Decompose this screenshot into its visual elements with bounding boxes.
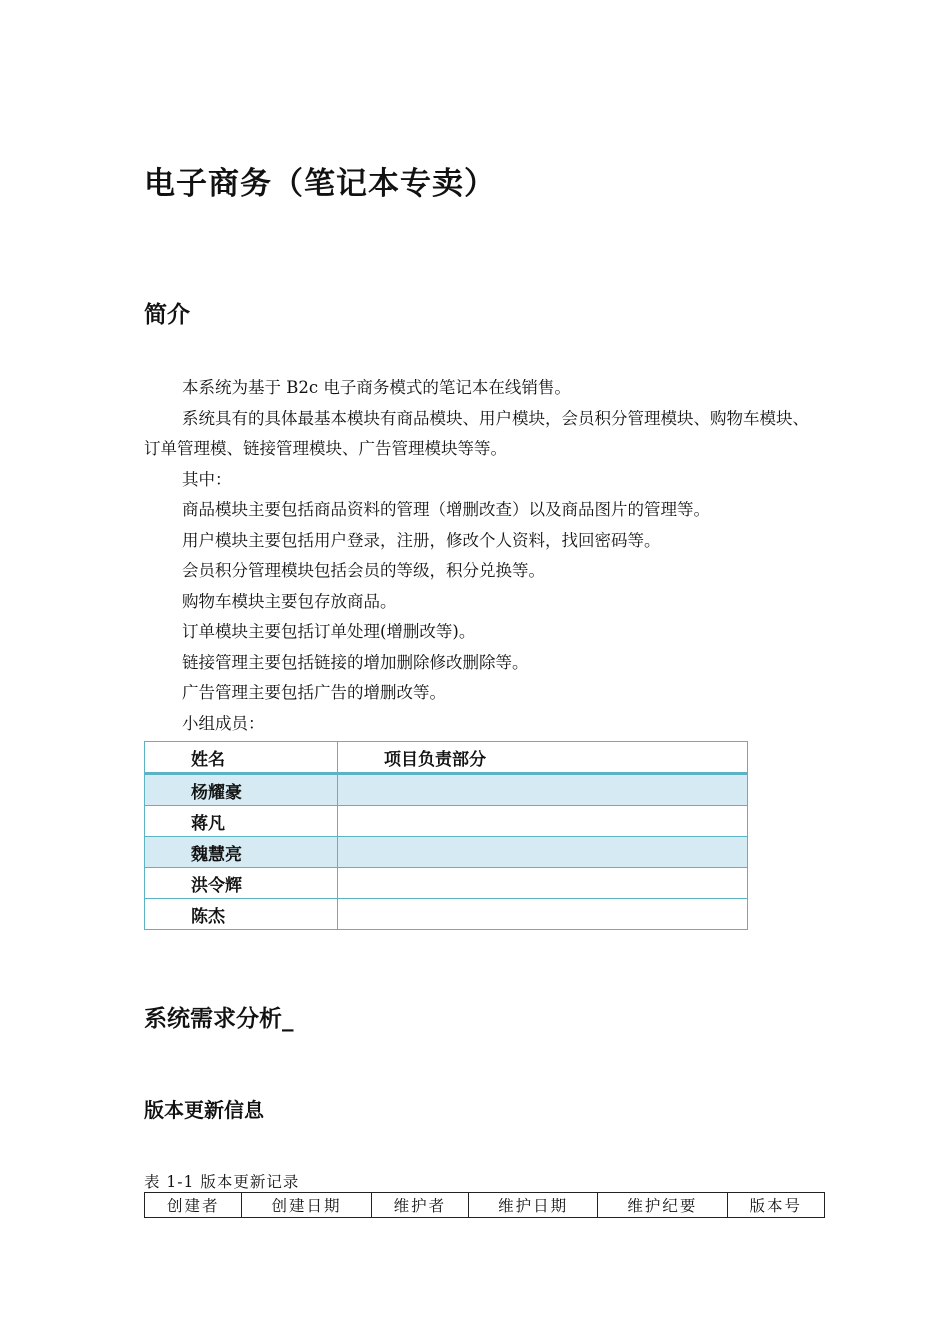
header-version: 版本号 (727, 1193, 824, 1218)
header-responsibility: 项目负责部分 (338, 742, 748, 774)
table-row (145, 837, 748, 868)
header-maintainer: 维护者 (371, 1193, 468, 1218)
member-name: 魏慧亮 (145, 837, 338, 868)
header-creator: 创建者 (145, 1193, 242, 1218)
document-title: 电子商务（笔记本专卖） (144, 166, 496, 202)
paragraph: 商品模块主要包括商品资料的管理（增删改查）以及商品图片的管理等。 (182, 500, 710, 519)
member-responsibility (338, 868, 748, 899)
version-table-caption: 表 1-1 版本更新记录 (144, 1173, 300, 1191)
table-header-row (145, 742, 748, 774)
member-responsibility (338, 806, 748, 837)
member-responsibility (338, 837, 748, 868)
member-name: 蒋凡 (145, 806, 338, 837)
member-name: 洪令辉 (145, 868, 338, 899)
table-row (145, 899, 748, 930)
header-maintain-notes: 维护纪要 (598, 1193, 727, 1218)
paragraph: 购物车模块主要包存放商品。 (182, 591, 397, 611)
version-heading: 版本更新信息 (144, 1098, 264, 1122)
table-row (145, 806, 748, 837)
paragraph: 广告管理主要包括广告的增删改等。 (182, 683, 446, 702)
header-name: 姓名 (145, 742, 338, 774)
member-responsibility (338, 899, 748, 930)
header-maintain-date: 维护日期 (469, 1193, 598, 1218)
member-responsibility (338, 774, 748, 806)
paragraph: 订单模块主要包括订单处理(增删改等)。 (182, 622, 476, 641)
paragraph: 小组成员： (182, 713, 265, 733)
members-table (144, 741, 748, 930)
header-create-date: 创建日期 (242, 1193, 371, 1218)
table-row (145, 774, 748, 806)
table-header-row (145, 1193, 825, 1218)
table-row (145, 868, 748, 899)
member-name: 杨耀豪 (145, 774, 338, 806)
paragraph: 本系统为基于 B2c 电子商务模式的笔记本在线销售。 (182, 378, 571, 397)
intro-heading: 简介 (144, 302, 190, 328)
paragraph: 其中： (182, 469, 232, 489)
member-name: 陈杰 (145, 899, 338, 930)
version-table (144, 1192, 825, 1218)
intro-body (144, 373, 812, 739)
paragraph: 会员积分管理模块包括会员的等级，积分兑换等。 (182, 561, 545, 580)
paragraph: 用户模块主要包括用户登录，注册，修改个人资料，找回密码等。 (182, 530, 661, 550)
paragraph: 系统具有的具体最基本模块有商品模块、用户模块，会员积分管理模块、购物车模块、订单管理模、链接管理模块、广告管理模块等等。 (144, 408, 809, 458)
analysis-heading: 系统需求分析_ (144, 1006, 294, 1032)
paragraph: 链接管理主要包括链接的增加删除修改删除等。 (182, 652, 529, 672)
